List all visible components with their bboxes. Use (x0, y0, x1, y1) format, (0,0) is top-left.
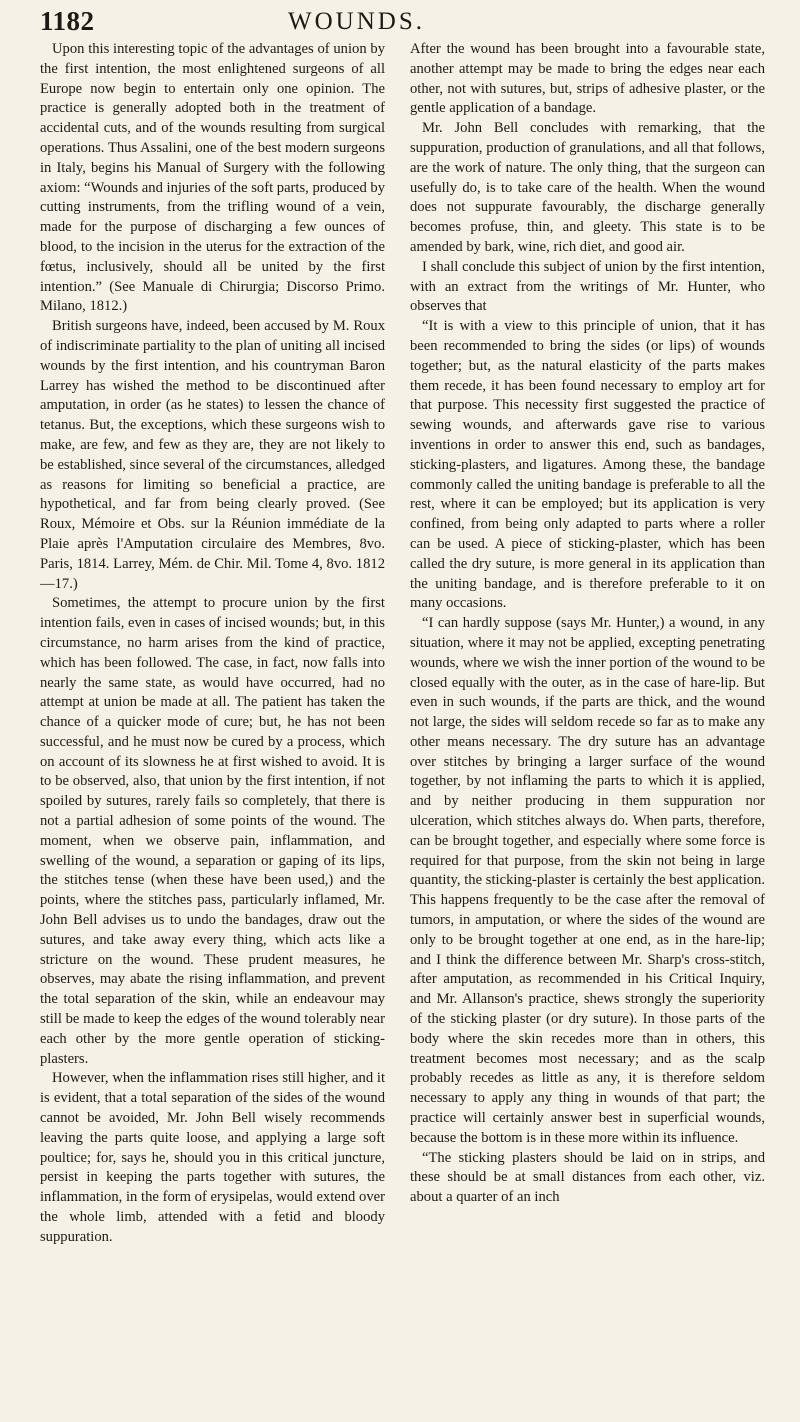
page-number: 1182 (40, 6, 95, 36)
paragraph: “I can hardly suppose (says Mr. Hunter,) a wound, in any situation, where it may not be applied, excepting penetrating wounds, where we wish the inner portion of the wound to be closed equally with the outer, as in the case of hare-lip. But even in such wounds, if the parts are thick, and the wound not large, the sides will seldom recede so far as to make any other means necessary. The dry suture has an advantage over stitches by bringing a larger surface of the wound together, by not inflaming the parts to which it is applied, and by neither producing in them suppuration nor ulceration, which stitches always do. When parts, therefore, can be brought together, and especially where some force is required for that purpose, from the skin not being in large quantity, the sticking-plaster is certainly the best application. This happens frequently to be the case after the removal of tumors, in amputation, or where the sides of the wound are only to be brought together at one end, as in the hare-lip; and I think the difference between Mr. Sharp's cross-stitch, after amputation, as recommended in his Critical Inquiry, and Mr. Allanson's practice, shews strongly the superiority of the sticking plaster (or dry suture). In those parts of the body where the skin recedes more than in others, this treatment becomes most necessary; and as the scalp probably recedes as little as any, it is therefore seldom necessary to apply any thing in wounds of that part; the practice will certainly answer best in superficial wounds, because the bottom is in these more within its influence. (410, 615, 765, 1146)
paragraph: British surgeons have, indeed, been accused by M. Roux of indiscriminate partiality to the plan of uniting all incised wounds by the first intention, and his countryman Baron Larrey has wished the method to be discontinued after amputation, in order (as he states) to lessen the chance of tetanus. But, the exceptions, which these surgeons wish to make, are few, and few as they are, they are not likely to be established, since several of the circumstances, alledged as reasons for limiting so beneficial a practice, are hypothetical, and far from being clearly proved. (See Roux, Mémoire et Obs. sur la Réunion immédiate de la Plaie après l'Amputation circulaire des Membres, 8vo. Paris, 1814. Larrey, Mém. de Chir. Mil. Tome 4, 8vo. 1812—17.) (40, 318, 385, 592)
paragraph: Mr. John Bell concludes with remarking, that the suppuration, production of granulations, and all that follows, are the work of nature. The only thing, that the surgeon can usefully do, is to take care of the health. When the wound does not suppurate favourably, the discharge generally becomes profuse, thin, and gleety. This state is to be amended by bark, wine, rich diet, and good air. (410, 120, 765, 255)
right-column (410, 40, 765, 1412)
paragraph: Upon this interesting topic of the advantages of union by the first intention, the most enlightened surgeons of all Europe now begin to entertain only one opinion. The practice is generally adopted both in the treatment of accidental cuts, and of the wounds resulting from surgical operations. Thus Assalini, one of the best modern surgeons in Italy, begins his Manual of Surgery with the following axiom: “Wounds and injuries of the soft parts, produced by cutting instruments, from the trifling wound of a vein, made for the purpose of discharging a few ounces of blood, to the incision in the uterus for the extraction of the fœtus, inclusively, should all be united by the first intention.” (See Manuale di Chirurgia; Discorso Primo. Milano, 1812.) (40, 41, 385, 315)
running-head: WOUNDS. (288, 8, 425, 35)
paragraph: However, when the inflammation rises still higher, and it is evident, that a total separation of the sides of the wound cannot be avoided, Mr. John Bell wisely recommends leaving the parts quite loose, and applying a large soft poultice; for, says he, should you in this critical juncture, persist in keeping the parts together with sutures, the inflammation, in the form of erysipelas, would extend over the whole limb, attended with a fetid and bloody suppuration. (40, 1070, 385, 1245)
paragraph: “It is with a view to this principle of union, that it has been recommended to bring the sides (or lips) of wounds together; but, as the natural elasticity of the parts makes them recede, it has been found necessary to employ art for that purpose. This necessity first suggested the practice of sewing wounds, and afterwards gave rise to various inventions in order to answer this end, such as bandages, sticking-plasters, and ligatures. Among these, the bandage commonly called the uniting bandage is preferable to all the rest, where it can be employed; but its application is very confined, from being only adapted to parts where a roller can be used. A piece of sticking-plaster, which has been called the dry suture, is more general in its application than the uniting bandage, and is therefore preferable to it on many occasions. (410, 318, 765, 612)
paragraph: Sometimes, the attempt to procure union by the first intention fails, even in cases of incised wounds; but, in this circumstance, no harm arises from the kind of practice, which has been followed. The case, in fact, now falls into nearly the same state, as would have occurred, had no attempt at union be made at all. The patient has taken the chance of a quicker mode of cure; but, he has not been successful, and he must now be cured by a process, which on account of its slowness he at first wished to avoid. It is to be observed, also, that union by the first intention, if not spoiled by sutures, rarely fails so completely, that there is not a partial adhesion of some points of the wound. The moment, when we observe pain, inflammation, and swelling of the wound, a separation or gaping of its lips, the stitches tense (when these have been used,) and the points, where the stitches pass, particularly inflamed, Mr. John Bell advises us to undo the bandages, draw out the sutures, and take away every thing, which acts like a stricture on the wound. These prudent measures, he observes, may abate the rising inflammation, and prevent the total separation of the skin, while an endeavour may still be made to keep the edges of the wound tolerably near each other by the more gentle operation of sticking-plasters. (40, 595, 385, 1067)
page-header (30, 6, 782, 38)
paragraph: After the wound has been brought into a favourable state, another attempt may be made to bring the edges near each other, not with sutures, but, strips of adhesive plaster, or the gentle application of a bandage. (410, 41, 765, 117)
left-column (40, 40, 385, 1412)
paragraph: “The sticking plasters should be laid on in strips, and these should be at small distances from each other, viz. about a quarter of an inch (410, 1149, 765, 1206)
paragraph: I shall conclude this subject of union by the first intention, with an extract from the writings of Mr. Hunter, who observes that (410, 258, 765, 315)
